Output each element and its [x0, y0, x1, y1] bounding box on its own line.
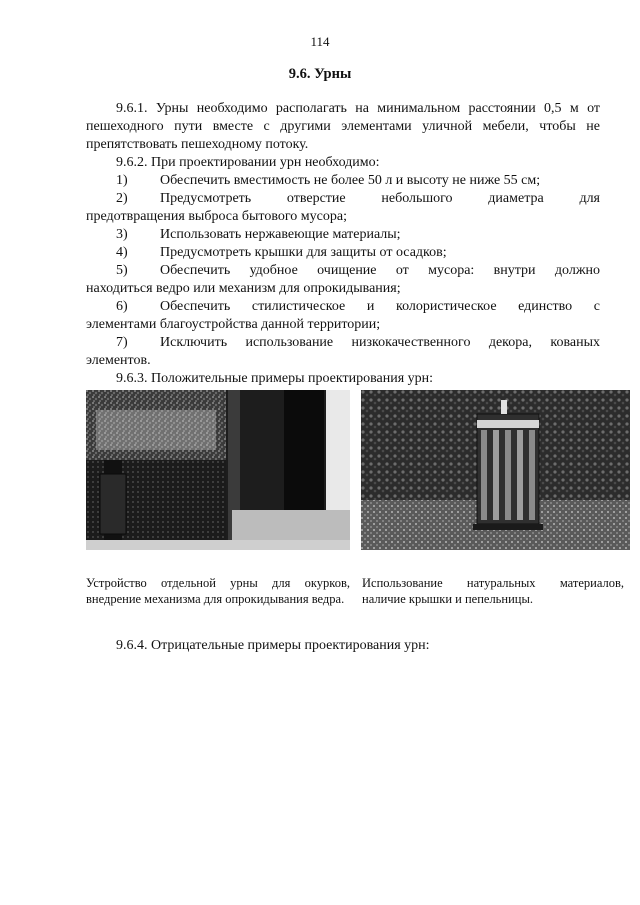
photo-wooden-urn	[361, 390, 630, 550]
list-item	[86, 262, 600, 280]
paragraph-9-6-3: 9.6.3. Положительные примеры проектирования урн:	[116, 371, 434, 386]
list-number: 2)	[116, 191, 128, 206]
list-text: Обеспечить удобное очищение от мусора: внутри должно	[160, 263, 600, 278]
list-item	[86, 334, 600, 352]
caption-right: Использование натуральных материалов, наличие крышки и пепельницы.	[362, 576, 624, 606]
positive-examples-photos	[86, 390, 630, 550]
list-number: 3)	[116, 227, 128, 242]
paragraph-9-6-1: 9.6.1. Урны необходимо располагать на минимальном расстоянии 0,5 м от пешеходного пути вместе с другими элементами уличной мебели, чтобы не препятствовать пешеходному потоку.	[86, 101, 600, 152]
list-item	[86, 298, 600, 316]
paragraph-9-6-2: 9.6.2. При проектировании урн необходимо:	[116, 155, 380, 170]
list-number: 1)	[116, 173, 128, 188]
list-text-continuation: элементами благоустройства данной территории;	[86, 317, 381, 332]
list-text-continuation: элементов.	[86, 353, 151, 368]
list-text: Обеспечить стилистическое и колористическое единство с	[160, 299, 600, 314]
list-item	[86, 226, 600, 244]
caption-left: Устройство отдельной урны для окурков, внедрение механизма для опрокидывания ведра.	[86, 576, 350, 606]
list-number: 4)	[116, 245, 128, 260]
list-text: Использовать нержавеющие материалы;	[160, 227, 401, 242]
list-text: Предусмотреть отверстие небольшого диаметра для	[160, 191, 600, 206]
list-number: 7)	[116, 335, 128, 350]
list-text-continuation: предотвращения выброса бытового мусора;	[86, 209, 347, 224]
list-item	[86, 190, 600, 208]
paragraph-9-6-4: 9.6.4. Отрицательные примеры проектирования урн:	[116, 638, 430, 653]
list-number: 5)	[116, 263, 128, 278]
body-text	[86, 100, 600, 388]
list-text: Предусмотреть крышки для защиты от осадков;	[160, 245, 447, 260]
list-text: Обеспечить вместимость не более 50 л и высоту не ниже 55 см;	[160, 173, 541, 188]
list-number: 6)	[116, 299, 128, 314]
list-item	[86, 244, 600, 262]
section-title: 9.6. Урны	[288, 66, 352, 82]
list-text-continuation: находиться ведро или механизм для опрокидывания;	[86, 281, 401, 296]
photo-cigarette-urn	[86, 390, 350, 550]
page-number: 114	[310, 34, 330, 49]
list-text: Исключить использование низкокачественного декора, кованых	[160, 335, 600, 350]
list-item	[86, 172, 600, 190]
